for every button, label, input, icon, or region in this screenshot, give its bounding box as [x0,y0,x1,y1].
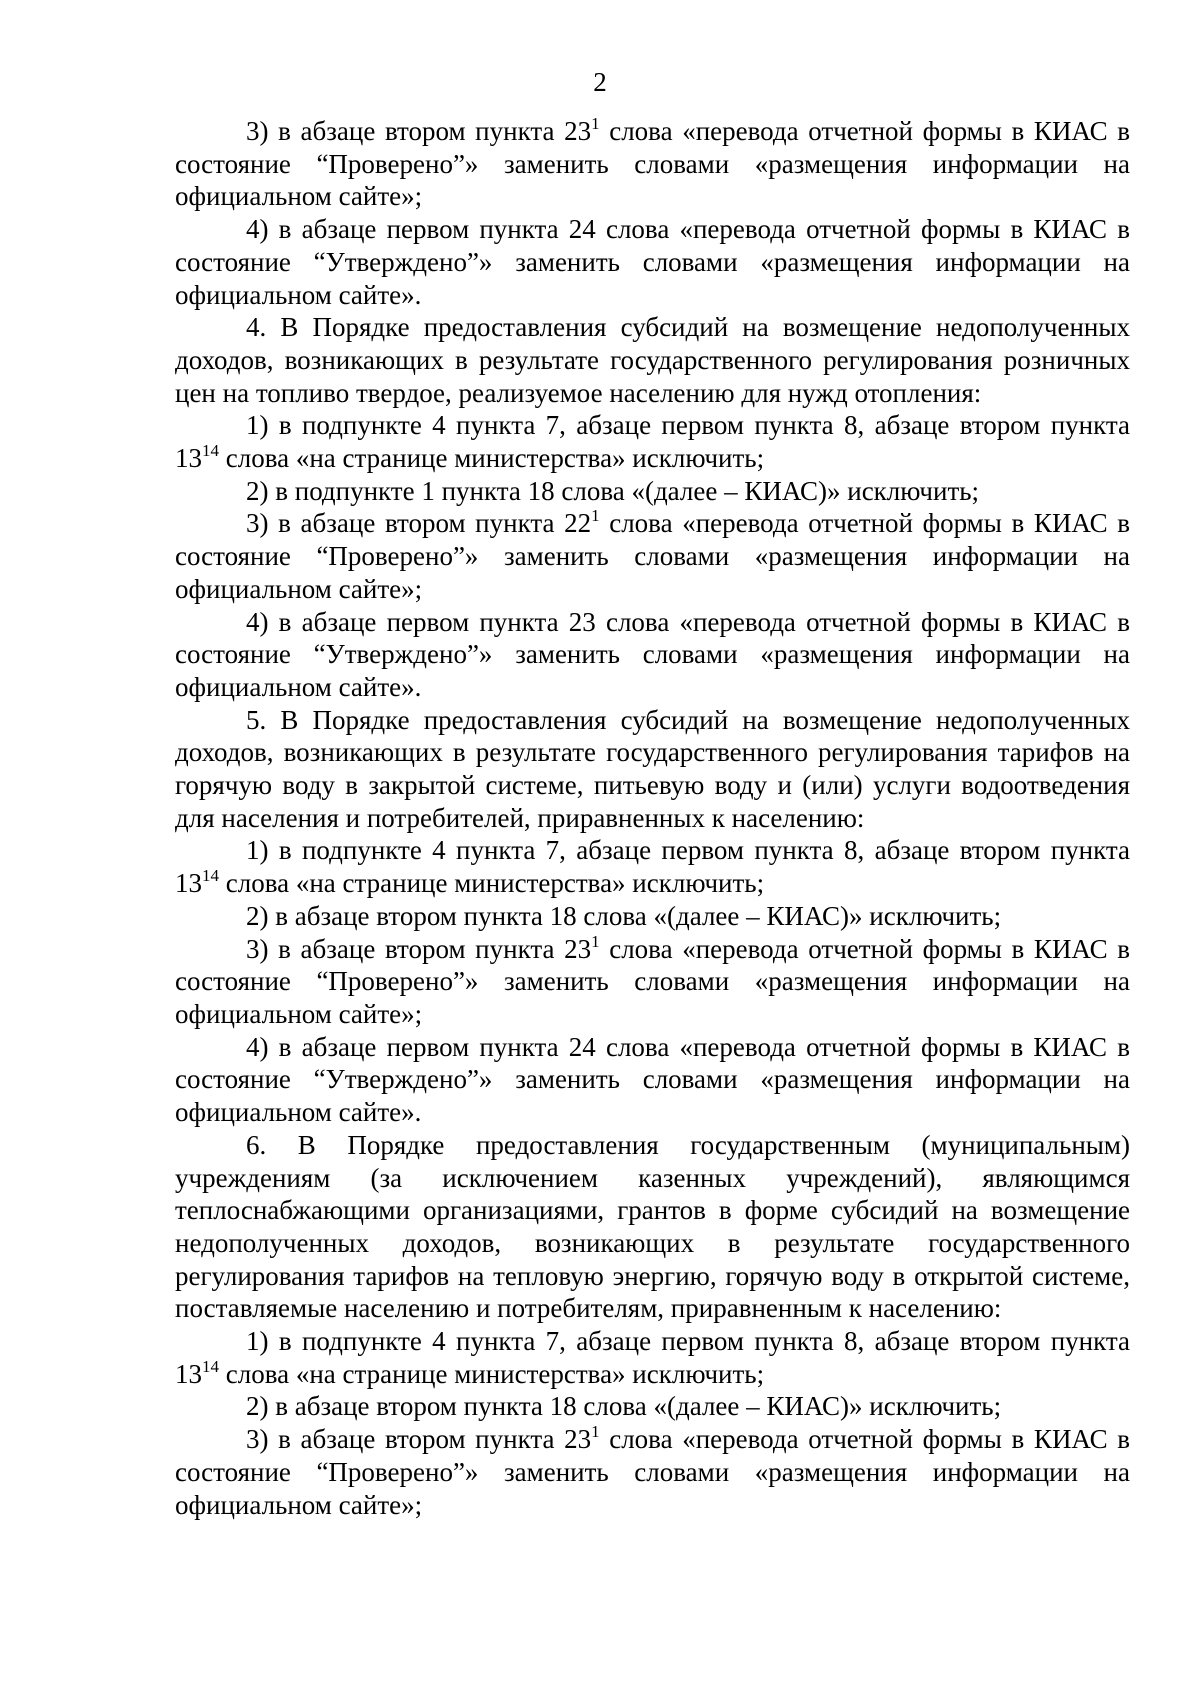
superscript: 1 [591,1422,600,1442]
paragraph-text: 1) в подпункте 4 пункта 7, абзаце первом пункта 8, абзаце втором пункта 13 [175,835,1130,899]
paragraph [175,606,1130,704]
paragraph [175,1390,1130,1423]
superscript: 14 [202,866,219,886]
paragraph [175,900,1130,933]
paragraph [175,1031,1130,1129]
superscript: 1 [591,114,600,133]
paragraph-text: слова «на странице министерства» исключить; [219,868,765,899]
paragraph-text: 3) в абзаце втором пункта 23 [246,1424,592,1455]
paragraph-text: 1) в подпункте 4 пункта 7, абзаце первом пункта 8, абзаце втором пункта 13 [175,1326,1130,1389]
paragraph-text: слова «на странице министерства» исключить; [219,1358,765,1389]
paragraph-text: 4. В Порядке предоставления субсидий на возмещение недополученных доходов, возникающих в результате государственного регулирования розничных цен на топливо твердое, реализуемое населению для нужд отопления: [175,312,1130,408]
paragraph [175,704,1130,835]
paragraph-text: слова «перевода отчетной формы в КИАС в состояние “Проверено”» заменить словами «размещения информации на официальном сайте»; [175,1424,1130,1520]
paragraph-text: 5. В Порядке предоставления субсидий на возмещение недополученных доходов, возникающих в результате государственного регулирования тарифов на горячую воду в закрытой системе, питьевую воду и (или) услуги водоотведения для населения и потребителей, приравненных к населению: [175,704,1130,833]
paragraph [175,115,1130,213]
paragraph [175,475,1130,508]
document-body [175,115,1130,1521]
paragraph-text: 3) в абзаце втором пункта 22 [246,508,592,539]
paragraph-text: 3) в абзаце втором пункта 23 [246,933,592,964]
paragraph [175,507,1130,605]
paragraph-text: 6. В Порядке предоставления государственным (муниципальным) учреждениям (за исключением казенных учреждений), являющимся теплоснабжающими организациями, грантов в форме субсидий на возмещение недополученных доходов, возникающих в результате государственного регулирования тарифов на тепловую энергию, горячую воду в открытой системе, поставляемые населению и потребителям, приравненным к населению: [175,1129,1130,1324]
page-number: 2 [593,67,607,97]
superscript: 1 [591,931,600,951]
paragraph-text: 1) в подпункте 4 пункта 7, абзаце первом пункта 8, абзаце втором пункта 13 [175,410,1130,474]
paragraph [175,933,1130,1031]
paragraph-text: 3) в абзаце втором пункта 23 [246,116,592,146]
paragraph-text: 4) в абзаце первом пункта 24 слова «перевода отчетной формы в КИАС в состояние “Утверждено”» заменить словами «размещения информации на официальном сайте». [175,1031,1130,1128]
paragraph-text: слова «перевода отчетной формы в КИАС в состояние “Проверено”» заменить словами «размещения информации на официальном сайте»; [175,116,1130,212]
paragraph-text: 2) в абзаце втором пункта 18 слова «(далее – КИАС)» исключить; [246,1391,1002,1422]
paragraph [175,834,1130,899]
paragraph-text: 2) в абзаце втором пункта 18 слова «(далее – КИАС)» исключить; [246,900,1002,931]
paragraph-text: 4) в абзаце первом пункта 23 слова «перевода отчетной формы в КИАС в состояние “Утверждено”» заменить словами «размещения информации на официальном сайте». [175,606,1130,702]
paragraph [175,1325,1130,1390]
superscript: 14 [202,1356,219,1376]
paragraph-text: 2) в подпункте 1 пункта 18 слова «(далее – КИАС)» исключить; [246,475,980,506]
paragraph [175,213,1130,311]
paragraph-text: 4) в абзаце первом пункта 24 слова «перевода отчетной формы в КИАС в состояние “Утверждено”» заменить словами «размещения информации на официальном сайте». [175,214,1130,310]
paragraph [175,1423,1130,1521]
paragraph-text: слова «перевода отчетной формы в КИАС в состояние “Проверено”» заменить словами «размещения информации на официальном сайте»; [175,508,1130,604]
paragraph [175,311,1130,409]
paragraph-text: слова «перевода отчетной формы в КИАС в состояние “Проверено”» заменить словами «размещения информации на официальном сайте»; [175,933,1130,1029]
paragraph-text: слова «на странице министерства» исключить; [219,443,765,474]
superscript: 14 [202,441,219,461]
paragraph [175,409,1130,474]
superscript: 1 [591,506,600,526]
paragraph [175,1129,1130,1325]
